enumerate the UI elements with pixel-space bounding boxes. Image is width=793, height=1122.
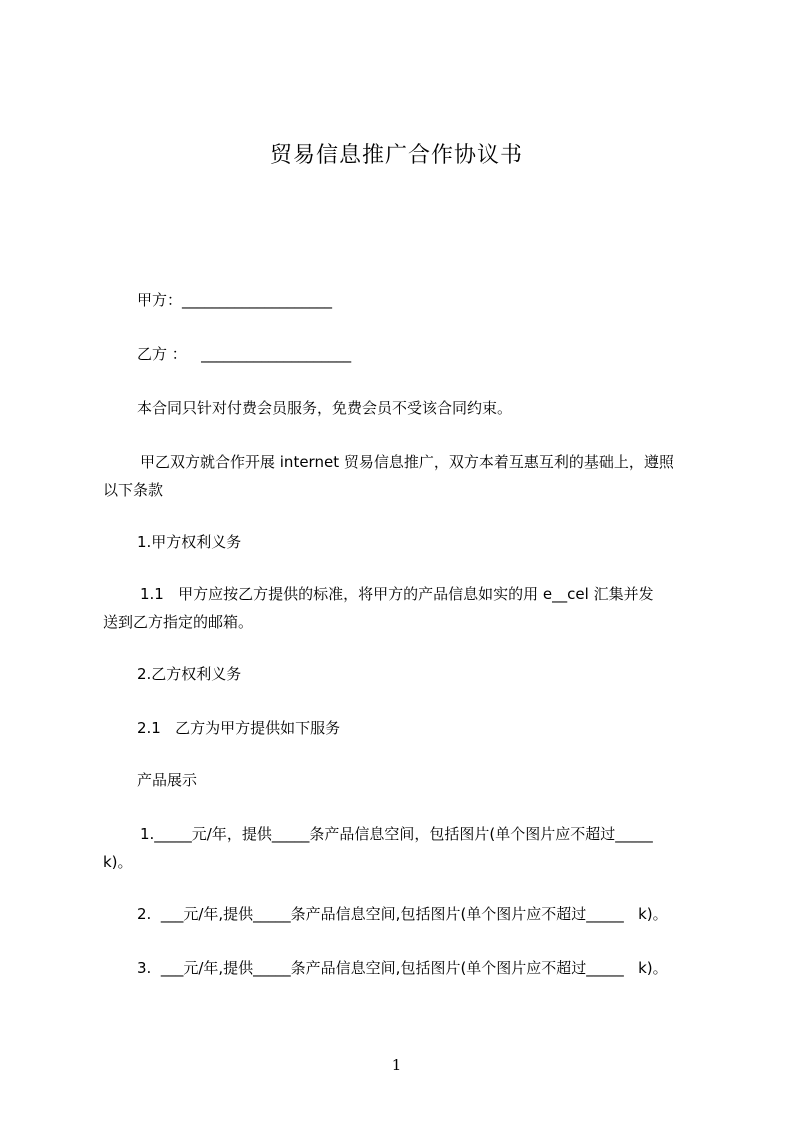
document-title: 贸易信息推广合作协议书 xyxy=(269,143,523,168)
service-item-1-line-2: k)。 xyxy=(103,853,133,871)
section-2-heading: 2.乙方权利义务 xyxy=(137,665,242,683)
clause-2-1: 2.1 乙方为甲方提供如下服务 xyxy=(137,719,341,737)
party-a-line: 甲方：____________________ xyxy=(137,291,333,309)
service-item-3: 3. ___元/年,提供_____条产品信息空间,包括图片(单个图片应不超过_____ k)。 xyxy=(137,959,668,977)
party-b-line: 乙方 ： ____________________ xyxy=(137,345,352,363)
scope-note: 本合同只针对付费会员服务，免费会员不受该合同约束。 xyxy=(137,399,513,417)
clause-1-1-line-2: 送到乙方指定的邮箱。 xyxy=(103,613,254,631)
product-display-heading: 产品展示 xyxy=(137,771,198,789)
clause-1-1-line-1: 1.1 甲方应按乙方提供的标准，将甲方的产品信息如实的用 e__cel 汇集并发 xyxy=(140,585,654,603)
section-1-heading: 1.甲方权利义务 xyxy=(137,533,242,551)
intro-paragraph-line-1: 甲乙双方就合作开展 internet 贸易信息推广，双方本着互惠互利的基础上，遵照 xyxy=(140,453,674,471)
page-number: 1 xyxy=(391,1056,402,1074)
intro-paragraph-line-2: 以下条款 xyxy=(103,481,164,499)
service-item-1-line-1: 1._____元/年，提供_____条产品信息空间，包括图片(单个图片应不超过_____ xyxy=(140,825,653,843)
service-item-2: 2. ___元/年,提供_____条产品信息空间,包括图片(单个图片应不超过_____ k)。 xyxy=(137,905,668,923)
